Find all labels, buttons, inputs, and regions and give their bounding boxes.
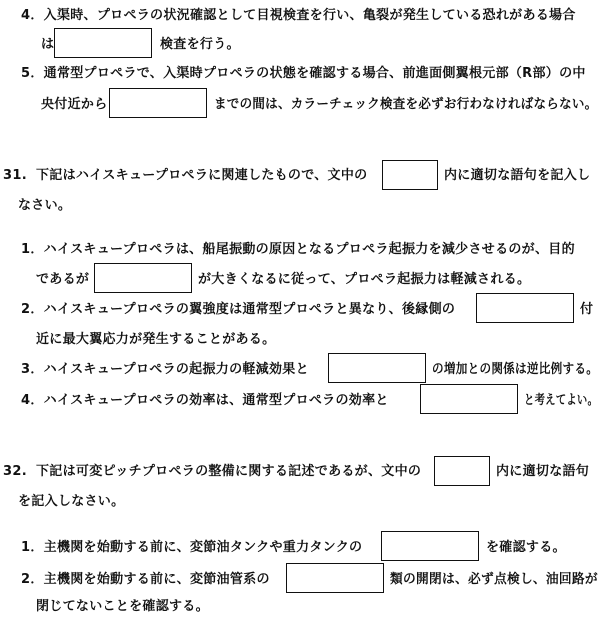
item5-line2-pre: 央付近から (41, 97, 108, 112)
q31-prompt-box (382, 160, 438, 190)
q32-prompt-post: 内に適切な語句 (496, 464, 590, 479)
q31-item4-line1-post: と考えてよい。 (524, 393, 599, 408)
q32-item1-line1-pre: 1．主機関を始動する前に、変節油タンクや重力タンクの (21, 540, 363, 555)
item4-line2-pre: は (41, 37, 55, 52)
q32-item1-line1-post: を確認する。 (486, 540, 566, 555)
item4-line2-post: 検査を行う。 (160, 37, 240, 52)
q31-item3-line1-pre: 3．ハイスキュープロペラの起振力の軽減効果と (21, 362, 309, 377)
q31-item3-line1-post: の増加との関係は逆比例する。 (432, 362, 599, 377)
q31-prompt-line2: なさい。 (18, 198, 72, 213)
q32-prompt-box (434, 456, 490, 486)
answer-box-item5[interactable] (109, 88, 207, 118)
q32-number: 32. (3, 464, 27, 479)
q32-prompt-pre: 下記は可変ピッチプロペラの整備に関する記述であるが、文中の (36, 464, 422, 479)
q32-item2-line1-post: 類の開閉は、必ず点検し、油回路が (390, 572, 598, 587)
q32-prompt-line2: を記入しなさい。 (18, 494, 125, 509)
q32-item2-line2: 閉じてないことを確認する。 (36, 599, 209, 614)
answer-box-q31-4[interactable] (420, 384, 518, 414)
q31-item1-line1: 1．ハイスキュープロペラは、船尾振動の原因となるプロペラ起振力を減少させるのが、目的 (21, 242, 575, 257)
answer-box-item4[interactable] (54, 28, 152, 58)
answer-box-q31-1[interactable] (94, 263, 192, 293)
item5-line1: 5．通常型プロペラで、入渠時プロペラの状態を確認する場合、前進面側翼根元部（R部）の中 (21, 66, 586, 81)
q31-item2-line1-pre: 2．ハイスキュープロペラの翼強度は通常型プロペラと異なり、後縁側の (21, 302, 456, 317)
item5-line2-post: までの間は、カラーチェック検査を必ずお行わなければならない。 (214, 97, 598, 112)
q31-item2-line1-post: 付 (580, 302, 594, 317)
q31-item2-line2: 近に最大翼応力が発生することがある。 (36, 332, 276, 347)
q31-prompt-pre: 下記はハイスキュープロペラに関連したもので、文中の (36, 168, 368, 183)
item4-line1: 4．入渠時、プロペラの状況確認として目視検査を行い、亀裂が発生している恐れがある場合 (21, 8, 576, 23)
q31-item1-line2-pre: であるが (36, 272, 90, 287)
q31-item4-line1-pre: 4．ハイスキュープロペラの効率は、通常型プロペラの効率と (21, 393, 389, 408)
q31-prompt-post: 内に適切な語句を記入し (444, 168, 591, 183)
q31-number: 31. (3, 168, 27, 183)
q31-item1-line2-post: が大きくなるに従って、プロペラ起振力は軽減される。 (198, 272, 531, 287)
answer-box-q31-3[interactable] (328, 353, 426, 383)
answer-box-q32-1[interactable] (381, 531, 479, 561)
answer-box-q31-2[interactable] (476, 293, 574, 323)
q32-item2-line1-pre: 2．主機関を始動する前に、変節油管系の (21, 572, 270, 587)
answer-box-q32-2[interactable] (286, 563, 384, 593)
